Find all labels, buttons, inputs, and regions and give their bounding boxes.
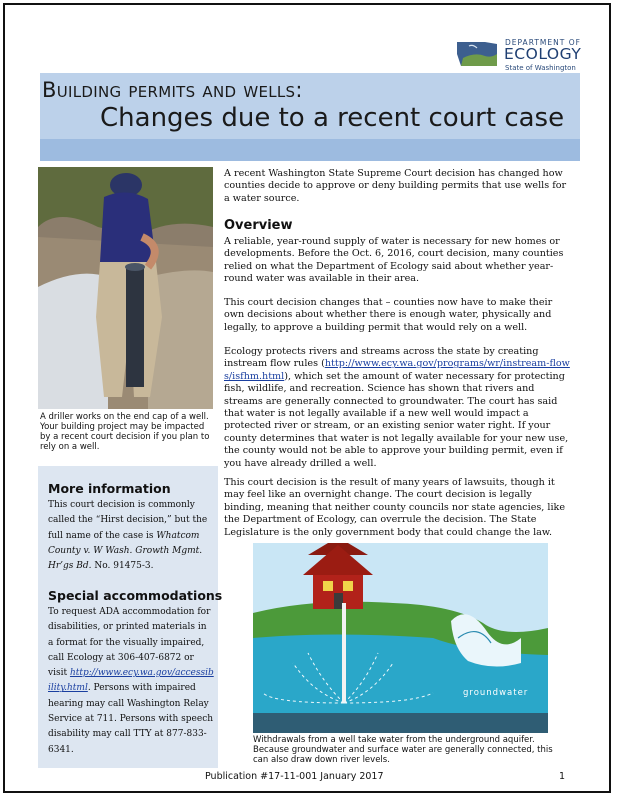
- logo-ecology: ECOLOGY: [504, 45, 582, 63]
- title-line-2: Changes due to a recent court case: [100, 103, 565, 133]
- page-number: 1: [559, 771, 566, 782]
- paragraph-3-start: Ecology protects rivers and streams across the state by creating instream flow rules (: [224, 346, 539, 370]
- diagram-caption: Withdrawals from a well take water from the underground aquifer. Because groundwater and surface water are generally connected, this can also draw down river levels.: [253, 735, 553, 765]
- paragraph-1: A reliable, year-round supply of water is necessary for new homes or developments. Before the Oct. 6, 2016, court decision, many counties relied on what the Department of Ecology said about whether year-round water was available in their area.: [224, 236, 564, 285]
- washington-map-icon: [455, 40, 499, 72]
- intro-paragraph: A recent Washington State Supreme Court decision has changed how counties decide to approve or deny building permits that use wells for a water source.: [224, 168, 567, 204]
- paragraph-3-end: ), which set the amount of water necessary for protecting fish, wildlife, and recreation. Science has shown that rivers and streams are generally connected to groundwater. The court has said that water is not legally available if a new well would impact a protected river or stream, or an existing senior water right. If your county determines that water is not legally available for your new use, the county would not be able to approve your building permit, even if you have already drilled a well.: [224, 370, 569, 469]
- accom-text-1: To request ADA accommodation for disabilities, or printed materials in a format for the visually impaired, call Ecology at 306-407-6872 or visit: [48, 607, 211, 679]
- instream-flows-link[interactable]: http://www.ecy.wa.gov/programs/wr/instream-flows/isfhm.html: [224, 358, 570, 382]
- case-name: Whatcom County v. W Wash. Growth Mgmt. Hr’gs Bd.: [48, 530, 203, 572]
- paragraph-3: [224, 346, 570, 470]
- groundwater-label: groundwater: [463, 688, 529, 698]
- logo-department-of: DEPARTMENT OF: [505, 38, 581, 47]
- accommodations-text: [48, 605, 214, 758]
- driller-photo-image: [38, 167, 213, 409]
- banner-stripe: [40, 139, 580, 161]
- well-pipe: [342, 603, 346, 703]
- driller-photo: [38, 167, 213, 409]
- logo-state: State of Washington: [505, 64, 576, 72]
- title-line-1: Building permits and wells:: [42, 78, 303, 102]
- more-info-text: [48, 498, 214, 574]
- accom-text-2: . Persons with impaired hearing may call Washington Relay Service at 711. Persons with speech disability may call TTY at 877-833-6341.: [48, 683, 214, 755]
- groundwater-diagram: [253, 543, 548, 733]
- publication-footer: Publication #17-11-001 January 2017: [205, 771, 384, 782]
- more-info-heading: More information: [48, 481, 171, 496]
- bedrock: [253, 713, 548, 733]
- ecology-logo: [455, 38, 585, 76]
- more-info-text-1: This court decision is commonly called the “Hirst decision,” but the full name of the case is: [48, 500, 208, 541]
- photo-caption: A driller works on the end cap of a well. Your building project may be impacted by a recent court decision if you plan to rely on a well.: [40, 412, 210, 452]
- accessibility-link[interactable]: http://www.ecy.wa.gov/accessibility.html: [48, 668, 214, 694]
- accommodations-heading: Special accommodations: [48, 588, 223, 603]
- more-info-text-2: No. 91475-3.: [91, 561, 154, 572]
- paragraph-2: This court decision changes that – counties now have to make their own decisions about whether there is enough water, physically and legally, to approve a building permit that would rely on a well.: [224, 297, 553, 333]
- overview-heading: Overview: [224, 218, 293, 233]
- paragraph-4: This court decision is the result of many years of lawsuits, though it may feel like an overnight change. The court decision is legally binding, meaning that neither county councils nor state agencies, like the Department of Ecology, can overrule the decision. The State Legislature is the only government body that could change the law.: [224, 477, 566, 538]
